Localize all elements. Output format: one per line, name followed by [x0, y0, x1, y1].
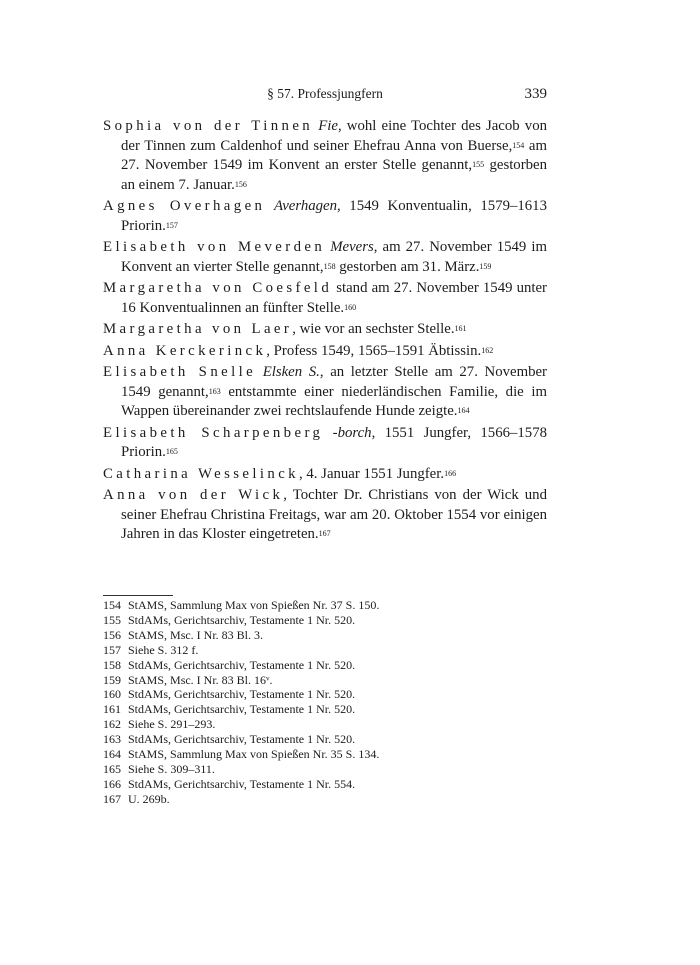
footnote-number: 166 [103, 776, 121, 791]
footnote [103, 673, 547, 688]
footnote-text: StAMS, Sammlung Max von Spießen Nr. 35 S. 134. [128, 747, 380, 762]
footnote-text: Siehe S. 312 f. [128, 642, 199, 657]
footnote-text: U. 269b. [128, 791, 170, 806]
name-variant: -borch [332, 424, 372, 441]
footnote-ref: 159 [479, 261, 492, 271]
footnote-ref: 164 [457, 406, 470, 415]
footnote [103, 598, 547, 613]
footnote-ref: 163 [208, 386, 221, 396]
footnote-number: 163 [103, 732, 121, 747]
entry-text: gestorben am 31. März. [335, 258, 480, 275]
entry [103, 424, 547, 463]
footnote-number: 162 [103, 717, 121, 732]
entry [103, 279, 547, 318]
footnote [103, 643, 547, 658]
footnote-ref: 161 [454, 324, 467, 333]
footnote-ref: 157 [165, 220, 178, 230]
footnote-number: 159 [103, 672, 121, 687]
entry [103, 363, 547, 422]
footnote-number: 164 [103, 747, 121, 762]
footnote-ref: 160 [344, 302, 357, 312]
footnote-text: StAMS, Msc. I Nr. 83 Bl. 16ᵛ. [128, 672, 273, 687]
footnote-text: Siehe S. 291–293. [128, 717, 216, 732]
footnote-text: StdAMs, Gerichtsarchiv, Testamente 1 Nr. 520. [128, 612, 356, 627]
person-name: Margaretha von Laer [103, 321, 293, 337]
footnote-ref: 155 [472, 160, 485, 169]
footnote-ref: 165 [165, 447, 178, 456]
footnote [103, 777, 547, 792]
entry-text: , Tochter Dr. Christians von der Wick und seiner Ehefrau Christina Freitags, war am 20. Oktober 1554 vor einigen Jahren in das Kloster eingetreten. [121, 487, 547, 542]
footnote [103, 613, 547, 628]
footnote-text: StdAMs, Gerichtsarchiv, Testamente 1 Nr. 520. [128, 702, 356, 717]
footnote-number: 157 [103, 642, 121, 657]
entry-text: , am 27. November 1549 im Konvent an vierter Stelle genannt, [121, 239, 547, 275]
footnote-number: 161 [103, 702, 121, 717]
entry [103, 197, 547, 236]
running-header [103, 86, 547, 106]
entries-list [103, 117, 547, 547]
footnote-text: StdAMs, Gerichtsarchiv, Testamente 1 Nr. 520. [128, 657, 356, 672]
page-number: 339 [524, 86, 547, 102]
footnote-number: 155 [103, 612, 121, 627]
footnote-text: StAMS, Sammlung Max von Spießen Nr. 37 S. 150. [128, 598, 380, 612]
footnote [103, 658, 547, 673]
footnote-number: 156 [103, 627, 121, 642]
footnote-rule [103, 595, 173, 596]
footnote-ref: 158 [323, 261, 336, 271]
entry [103, 238, 547, 277]
person-name: Elisabeth von Meverden [103, 239, 326, 255]
footnote-text: StdAMs, Gerichtsarchiv, Testamente 1 Nr. 554. [128, 776, 356, 791]
entry [103, 342, 547, 362]
entry-text: entstammte einer niederländischen Familie, die im Wappen übereinander zwei rechtslaufende Hunde zeigte. [121, 383, 547, 419]
person-name: Sophia von der Tinnen [103, 118, 314, 134]
entry [103, 486, 547, 545]
footnote [103, 732, 547, 747]
entry-text: , 4. Januar 1551 Jungfer. [298, 465, 445, 482]
entry-text: stand am 27. November 1549 unter 16 Konventualinnen an fünfter Stelle. [121, 280, 547, 316]
footnote-number: 167 [103, 791, 121, 806]
footnote-number: 158 [103, 657, 121, 672]
entry [103, 320, 547, 340]
footnote-ref: 156 [234, 179, 247, 189]
footnote [103, 762, 547, 777]
footnote-text: StAMS, Msc. I Nr. 83 Bl. 3. [128, 627, 264, 642]
footnote [103, 747, 547, 762]
footnote [103, 717, 547, 732]
footnote-ref: 154 [512, 140, 525, 150]
entry-text: gestorben an einem 7. Januar. [121, 157, 547, 193]
footnote-number: 165 [103, 761, 121, 776]
footnote-ref: 162 [481, 345, 494, 355]
entry [103, 465, 547, 485]
footnote-text: StdAMs, Gerichtsarchiv, Testamente 1 Nr. 520. [128, 687, 356, 702]
entry-text: , wohl eine Tochter des Jacob von der Tinnen zum Caldenhof und seiner Ehefrau Anna von Buerse, [121, 118, 547, 154]
entry [103, 117, 547, 195]
footnote [103, 792, 547, 807]
name-variant: Averhagen [273, 198, 337, 214]
entry-text: , wie vor an sechster Stelle. [292, 321, 455, 337]
footnote [103, 687, 547, 702]
person-name: Elisabeth Snelle [103, 364, 257, 380]
name-variant: Fie [318, 118, 338, 134]
section-title: § 57. Professjungfern [267, 86, 383, 101]
entry-text: , an letzter Stelle am 27. November 1549 genannt, [121, 364, 547, 400]
name-variant: Mevers [330, 239, 374, 255]
footnote-ref: 166 [444, 468, 457, 478]
entry-text: , 1549 Konventualin, 1579–1613 Priorin. [121, 198, 547, 234]
person-name: Margaretha von Coesfeld [103, 280, 333, 296]
footnote-number: 160 [103, 687, 121, 702]
person-name: Elisabeth Scharpenberg [103, 424, 324, 441]
footnote [103, 702, 547, 717]
footnote [103, 628, 547, 643]
footnote-ref: 167 [318, 529, 331, 538]
person-name: Catharina Wesselinck [103, 465, 299, 482]
entry-text: , 1551 Jungfer, 1566–1578 Priorin. [121, 424, 547, 460]
footnote-number: 154 [103, 598, 121, 612]
footnotes [103, 598, 547, 807]
footnote-text: StdAMs, Gerichtsarchiv, Testamente 1 Nr. 520. [128, 732, 356, 747]
entry-text: am 27. November 1549 im Konvent an erster Stelle genannt, [121, 137, 547, 173]
person-name: Agnes Overhagen [103, 198, 266, 214]
name-variant: Elsken S. [262, 364, 320, 380]
person-name: Anna von der Wick [103, 487, 284, 503]
entry-text: , Profess 1549, 1565–1591 Äbtissin. [266, 342, 482, 359]
person-name: Anna Kerckerinck [103, 342, 267, 359]
footnote-text: Siehe S. 309–311. [128, 761, 215, 776]
